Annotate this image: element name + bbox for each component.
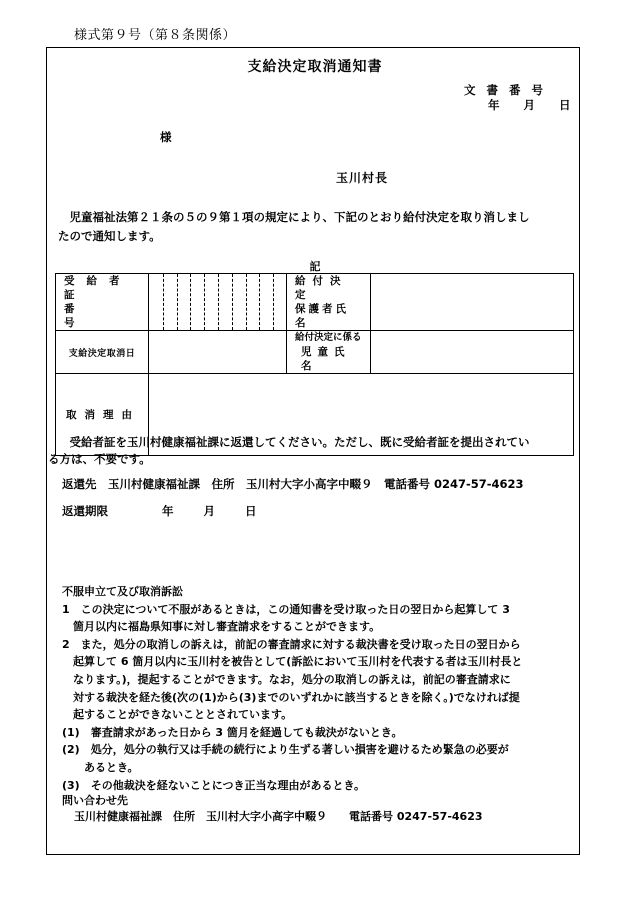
notice-body — [58, 208, 530, 246]
return-notice-line-1: 受給者証を玉川村健康福祉課に返還してください。ただし、既に受給者証を提出されてい — [58, 435, 530, 449]
notice-body-line-1: 児童福祉法第２１条の５の９第１項の規定により、下記のとおり給付決定を取り消しまし — [58, 210, 530, 224]
cancel-date-value[interactable] — [149, 331, 287, 374]
date-day: 日 — [559, 98, 571, 112]
recipient-cert-label — [56, 274, 149, 331]
details-table — [55, 273, 574, 456]
guardian-name-value[interactable] — [371, 274, 574, 331]
objection-line: なります。)，提起することができます。なお，処分の取消しの訴えは，前記の審査請求に — [62, 672, 511, 686]
child-name-label-line-2: 児童氏名 — [301, 346, 351, 372]
inquiry-detail: 玉川村健康福祉課 住所 玉川村大字小高字中畷９ 電話番号 0247-57-4623 — [74, 810, 483, 823]
date-month: 月 — [523, 98, 535, 112]
guardian-name-label — [287, 274, 371, 331]
inquiry-heading: 問い合わせ先 — [62, 794, 128, 807]
addressee-honorific: 様 — [160, 130, 172, 144]
cancel-date-label: 支給決定取消日 — [56, 331, 149, 374]
issuer-name: 玉川村長 — [336, 171, 389, 185]
objection-heading: 不服申立て及び取消訴訟 — [62, 585, 183, 598]
return-destination: 返還先 玉川村健康福祉課 住所 玉川村大字小高字中畷９ 電話番号 0247-57-4623 — [62, 477, 524, 491]
objection-line: 2 また，処分の取消しの訴えは，前記の審査請求に対する裁決書を受け取った日の翌日から — [62, 637, 521, 651]
deadline-year: 年 — [162, 504, 174, 518]
objection-line: 箇月以内に福島県知事に対し審査請求をすることができます。 — [62, 620, 381, 634]
objection-line: 起することができないこととされています。 — [62, 708, 293, 722]
digit-cell-dividers — [149, 274, 286, 330]
objection-line: あるとき。 — [62, 760, 139, 774]
objection-line: 1 この決定について不服があるときは，この通知書を受け取った日の翌日から起算して 3 — [62, 602, 510, 616]
objection-line: (3) その他裁決を経ないことにつき正当な理由があるとき。 — [62, 778, 366, 792]
date-year: 年 — [488, 98, 500, 112]
child-name-value[interactable] — [371, 331, 574, 374]
objection-line: 対する裁決を経た後(次の(1)から(3)までのいずれかに該当するときを除く。)でなければ提 — [62, 690, 520, 704]
guardian-name-label-text-1: 給付決定 — [295, 275, 348, 301]
guardian-name-label-text-2: 保護者氏名 — [295, 303, 349, 329]
deadline-day: 日 — [245, 504, 257, 518]
deadline-month: 月 — [203, 504, 215, 518]
recipient-cert-label-line-2 — [64, 302, 140, 330]
ki-heading: 記 — [309, 260, 321, 273]
document-title: 支給決定取消通知書 — [247, 59, 383, 75]
return-notice-line-2: る方は、不要です。 — [48, 452, 151, 466]
recipient-cert-label-text-1: 受給者証 — [64, 275, 132, 301]
objection-section — [62, 583, 522, 794]
deadline-label: 返還期限 — [62, 504, 108, 518]
return-deadline — [62, 503, 257, 519]
notice-body-line-2: たので通知します。 — [58, 229, 161, 243]
objection-line: (2) 処分，処分の執行又は手続の続行により生ずる著しい損害を避けるため緊急の必要が — [62, 743, 509, 757]
objection-line: (1) 審査請求があった日から 3 箇月を経過しても裁決がないとき。 — [62, 725, 403, 739]
child-name-label-line-1: 給付決定に係る — [295, 332, 362, 343]
objection-line: 起算して 6 箇月以内に玉川村を被告として(訴訟において玉川村を代表する者は玉川村長と — [62, 655, 523, 669]
recipient-cert-label-text-2: 番号 — [64, 303, 127, 329]
recipient-cert-number-cells[interactable] — [149, 274, 287, 331]
child-name-label — [287, 331, 371, 374]
guardian-name-label-line-1 — [295, 274, 362, 302]
return-notice — [48, 434, 530, 468]
doc-number-label: 文書番号 — [464, 83, 554, 97]
guardian-name-label-line-2 — [295, 302, 362, 330]
cancel-reason-label: 取消理由 — [56, 374, 149, 456]
form-number: 様式第９号（第８条関係） — [74, 28, 237, 43]
recipient-cert-label-line-1 — [64, 274, 140, 302]
issue-date — [488, 97, 571, 113]
